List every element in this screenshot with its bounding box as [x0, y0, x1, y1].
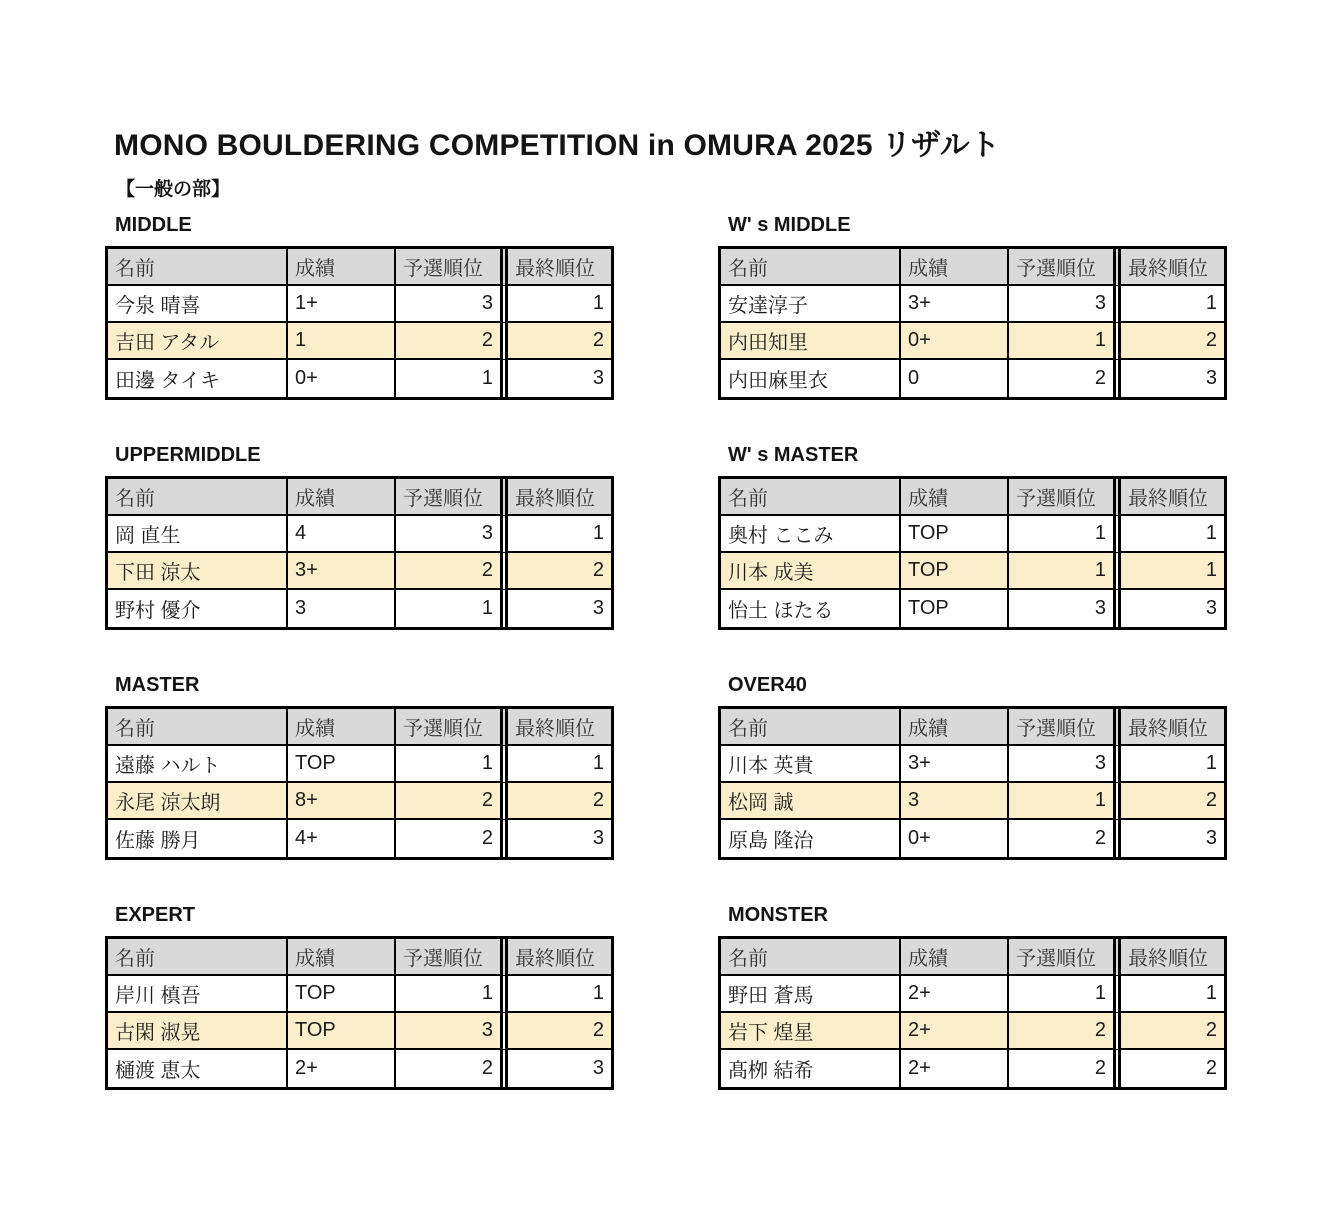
results-body	[108, 746, 611, 857]
cell-qual-rank: 1	[396, 746, 500, 783]
cell-score: TOP	[901, 590, 1009, 627]
cell-final-rank: 1	[1113, 516, 1224, 553]
column-header-score: 成績	[901, 709, 1009, 746]
cell-qual-rank: 1	[1009, 783, 1113, 820]
cell-final-rank: 2	[1113, 783, 1224, 820]
cell-score: TOP	[901, 516, 1009, 553]
category-section	[105, 444, 608, 630]
header-row	[108, 479, 611, 516]
cell-score: 1	[288, 323, 396, 360]
cell-qual-rank: 2	[1009, 1013, 1113, 1050]
column-header-final-rank: 最終順位	[1113, 479, 1224, 516]
cell-final-rank: 2	[500, 783, 611, 820]
column-header-score: 成績	[901, 249, 1009, 286]
cell-score: 0+	[901, 323, 1009, 360]
results-body	[108, 516, 611, 627]
column-header-qual-rank: 予選順位	[396, 479, 500, 516]
column-header-qual-rank: 予選順位	[1009, 939, 1113, 976]
table-row	[108, 590, 611, 627]
cell-final-rank: 2	[1113, 1013, 1224, 1050]
header-row	[721, 939, 1224, 976]
cell-name: 田邊 タイキ	[108, 360, 288, 397]
column-header-score: 成績	[288, 939, 396, 976]
cell-score: 0+	[288, 360, 396, 397]
cell-name: 野村 優介	[108, 590, 288, 627]
cell-final-rank: 3	[1113, 820, 1224, 857]
table-row	[721, 1050, 1224, 1087]
cell-name: 遠藤 ハルト	[108, 746, 288, 783]
results-table	[718, 246, 1227, 400]
cell-score: 2+	[901, 976, 1009, 1013]
cell-score: 0+	[901, 820, 1009, 857]
column-header-final-rank: 最終順位	[500, 709, 611, 746]
table-row	[108, 286, 611, 323]
header-row	[108, 249, 611, 286]
cell-name: 佐藤 勝月	[108, 820, 288, 857]
cell-qual-rank: 3	[1094, 597, 1106, 619]
column-header-qual-rank: 予選順位	[396, 939, 500, 976]
cell-qual-rank: 2	[1094, 367, 1106, 389]
results-table	[105, 936, 614, 1090]
column-header-score: 成績	[288, 249, 396, 286]
column-header-final-rank: 最終順位	[1113, 249, 1224, 286]
header-row	[108, 709, 611, 746]
cell-final-rank: 2	[500, 323, 611, 360]
cell-score: 4	[288, 516, 396, 553]
header-row	[108, 939, 611, 976]
cell-name: 岡 直生	[108, 516, 288, 553]
cell-final-rank: 1	[1113, 746, 1224, 783]
page-title: MONO BOULDERING COMPETITION in OMURA 2025 リザルト	[114, 129, 1001, 162]
column-header-qual-rank: 予選順位	[1009, 249, 1113, 286]
header-row	[721, 479, 1224, 516]
cell-final-rank: 1	[1113, 553, 1224, 590]
cell-final-rank: 1	[500, 746, 611, 783]
results-body	[721, 746, 1224, 857]
category-title: W' s MIDDLE	[728, 214, 851, 236]
category-section	[718, 214, 1221, 400]
table-row	[108, 820, 611, 857]
category-section	[718, 674, 1221, 860]
cell-score: 8+	[288, 783, 396, 820]
column-header-qual-rank: 予選順位	[1009, 709, 1113, 746]
cell-name: 川本 英貴	[721, 746, 901, 783]
cell-final-rank: 2	[500, 553, 611, 590]
cell-qual-rank: 1	[396, 976, 500, 1013]
category-title: MIDDLE	[115, 214, 192, 236]
category-section	[105, 214, 608, 400]
cell-qual-rank: 1	[1009, 976, 1113, 1013]
cell-score: 3	[288, 590, 396, 627]
cell-qual-rank: 2	[1094, 1057, 1106, 1079]
cell-qual-rank: 2	[1094, 827, 1106, 849]
table-row	[721, 783, 1224, 820]
table-row	[721, 323, 1224, 360]
column-header-score: 成績	[901, 479, 1009, 516]
cell-score: 0	[901, 360, 1009, 397]
column-header-qual-rank: 予選順位	[1009, 479, 1113, 516]
cell-qual-rank: 3	[396, 1013, 500, 1050]
column-header-score: 成績	[288, 709, 396, 746]
category-title: EXPERT	[115, 904, 196, 926]
category-title: W' s MASTER	[728, 444, 859, 466]
cell-name: 岸川 槙吾	[108, 976, 288, 1013]
column-header-name: 名前	[721, 249, 901, 286]
header-row	[721, 249, 1224, 286]
table-row	[108, 1050, 611, 1087]
cell-name: 吉田 アタル	[108, 323, 288, 360]
table-row	[108, 783, 611, 820]
cell-qual-rank: 2	[481, 827, 493, 849]
cell-final-rank: 1	[1113, 976, 1224, 1013]
cell-score: TOP	[288, 976, 396, 1013]
results-body	[108, 286, 611, 397]
cell-qual-rank: 1	[1009, 323, 1113, 360]
cell-score: 2+	[288, 1050, 396, 1087]
cell-name: 下田 涼太	[108, 553, 288, 590]
cell-final-rank: 3	[1113, 360, 1224, 397]
table-row	[721, 360, 1224, 397]
table-row	[721, 1013, 1224, 1050]
cell-name: 安達淳子	[721, 286, 901, 323]
cell-final-rank: 2	[1113, 1050, 1224, 1087]
cell-name: 永尾 涼太朗	[108, 783, 288, 820]
cell-name: 野田 蒼馬	[721, 976, 901, 1013]
cell-qual-rank: 3	[396, 286, 500, 323]
table-row	[108, 323, 611, 360]
category-section	[718, 444, 1221, 630]
cell-final-rank: 1	[500, 976, 611, 1013]
cell-qual-rank: 2	[396, 323, 500, 360]
cell-qual-rank: 1	[1009, 553, 1113, 590]
column-header-name: 名前	[108, 709, 288, 746]
cell-score: TOP	[901, 553, 1009, 590]
cell-name: 岩下 煌星	[721, 1013, 901, 1050]
results-body	[108, 976, 611, 1087]
cell-score: 3+	[288, 553, 396, 590]
table-row	[721, 820, 1224, 857]
table-row	[108, 976, 611, 1013]
results-table	[105, 476, 614, 630]
table-row	[721, 590, 1224, 627]
cell-qual-rank: 3	[1009, 746, 1113, 783]
column-header-name: 名前	[721, 939, 901, 976]
cell-qual-rank: 1	[1009, 516, 1113, 553]
table-row	[721, 553, 1224, 590]
cell-final-rank: 3	[500, 820, 611, 857]
column-header-final-rank: 最終順位	[1113, 939, 1224, 976]
cell-qual-rank: 3	[1009, 286, 1113, 323]
cell-name: 松岡 誠	[721, 783, 901, 820]
column-header-final-rank: 最終順位	[1113, 709, 1224, 746]
category-section	[718, 904, 1221, 1090]
table-row	[108, 516, 611, 553]
category-title: MASTER	[115, 674, 200, 696]
column-header-score: 成績	[288, 479, 396, 516]
cell-score: TOP	[288, 746, 396, 783]
table-row	[108, 360, 611, 397]
cell-score: 4+	[288, 820, 396, 857]
category-section	[105, 674, 608, 860]
cell-qual-rank: 2	[396, 783, 500, 820]
column-header-name: 名前	[108, 939, 288, 976]
cell-name: 樋渡 恵太	[108, 1050, 288, 1087]
column-header-qual-rank: 予選順位	[396, 249, 500, 286]
column-header-name: 名前	[108, 249, 288, 286]
cell-name: 奥村 ここみ	[721, 516, 901, 553]
results-body	[721, 286, 1224, 397]
category-title: UPPERMIDDLE	[115, 444, 261, 466]
table-row	[721, 286, 1224, 323]
category-title: OVER40	[728, 674, 807, 696]
cell-score: 2+	[901, 1013, 1009, 1050]
results-table	[718, 706, 1227, 860]
cell-final-rank: 2	[500, 1013, 611, 1050]
table-row	[721, 746, 1224, 783]
cell-name: 怡土 ほたる	[721, 590, 901, 627]
page-subtitle: 【一般の部】	[116, 179, 231, 200]
cell-name: 古閑 淑晃	[108, 1013, 288, 1050]
cell-name: 今泉 晴喜	[108, 286, 288, 323]
cell-name: 髙栁 結希	[721, 1050, 901, 1087]
table-row	[108, 553, 611, 590]
tables-grid	[105, 214, 1221, 1090]
column-header-final-rank: 最終順位	[500, 479, 611, 516]
cell-qual-rank: 2	[481, 1057, 493, 1079]
category-section	[105, 904, 608, 1090]
cell-score: 3	[901, 783, 1009, 820]
column-header-final-rank: 最終順位	[500, 939, 611, 976]
cell-qual-rank: 2	[396, 553, 500, 590]
cell-name: 内田知里	[721, 323, 901, 360]
results-table	[718, 476, 1227, 630]
cell-final-rank: 3	[500, 360, 611, 397]
cell-final-rank: 3	[1113, 590, 1224, 627]
cell-score: 1+	[288, 286, 396, 323]
header-row	[721, 709, 1224, 746]
table-row	[721, 976, 1224, 1013]
cell-final-rank: 1	[500, 286, 611, 323]
column-header-qual-rank: 予選順位	[396, 709, 500, 746]
cell-final-rank: 1	[1113, 286, 1224, 323]
cell-final-rank: 3	[500, 590, 611, 627]
table-row	[108, 1013, 611, 1050]
column-header-name: 名前	[721, 709, 901, 746]
column-header-final-rank: 最終順位	[500, 249, 611, 286]
cell-name: 内田麻里衣	[721, 360, 901, 397]
cell-qual-rank: 1	[481, 367, 493, 389]
cell-qual-rank: 3	[396, 516, 500, 553]
column-header-name: 名前	[108, 479, 288, 516]
results-table	[105, 706, 614, 860]
cell-score: 3+	[901, 286, 1009, 323]
cell-name: 川本 成美	[721, 553, 901, 590]
cell-score: 2+	[901, 1050, 1009, 1087]
results-table	[105, 246, 614, 400]
cell-score: 3+	[901, 746, 1009, 783]
cell-final-rank: 1	[500, 516, 611, 553]
cell-final-rank: 2	[1113, 323, 1224, 360]
table-row	[721, 516, 1224, 553]
cell-qual-rank: 1	[481, 597, 493, 619]
results-table	[718, 936, 1227, 1090]
table-row	[108, 746, 611, 783]
results-body	[721, 516, 1224, 627]
column-header-name: 名前	[721, 479, 901, 516]
cell-final-rank: 3	[500, 1050, 611, 1087]
column-header-score: 成績	[901, 939, 1009, 976]
cell-score: TOP	[288, 1013, 396, 1050]
cell-name: 原島 隆治	[721, 820, 901, 857]
category-title: MONSTER	[728, 904, 828, 926]
results-body	[721, 976, 1224, 1087]
